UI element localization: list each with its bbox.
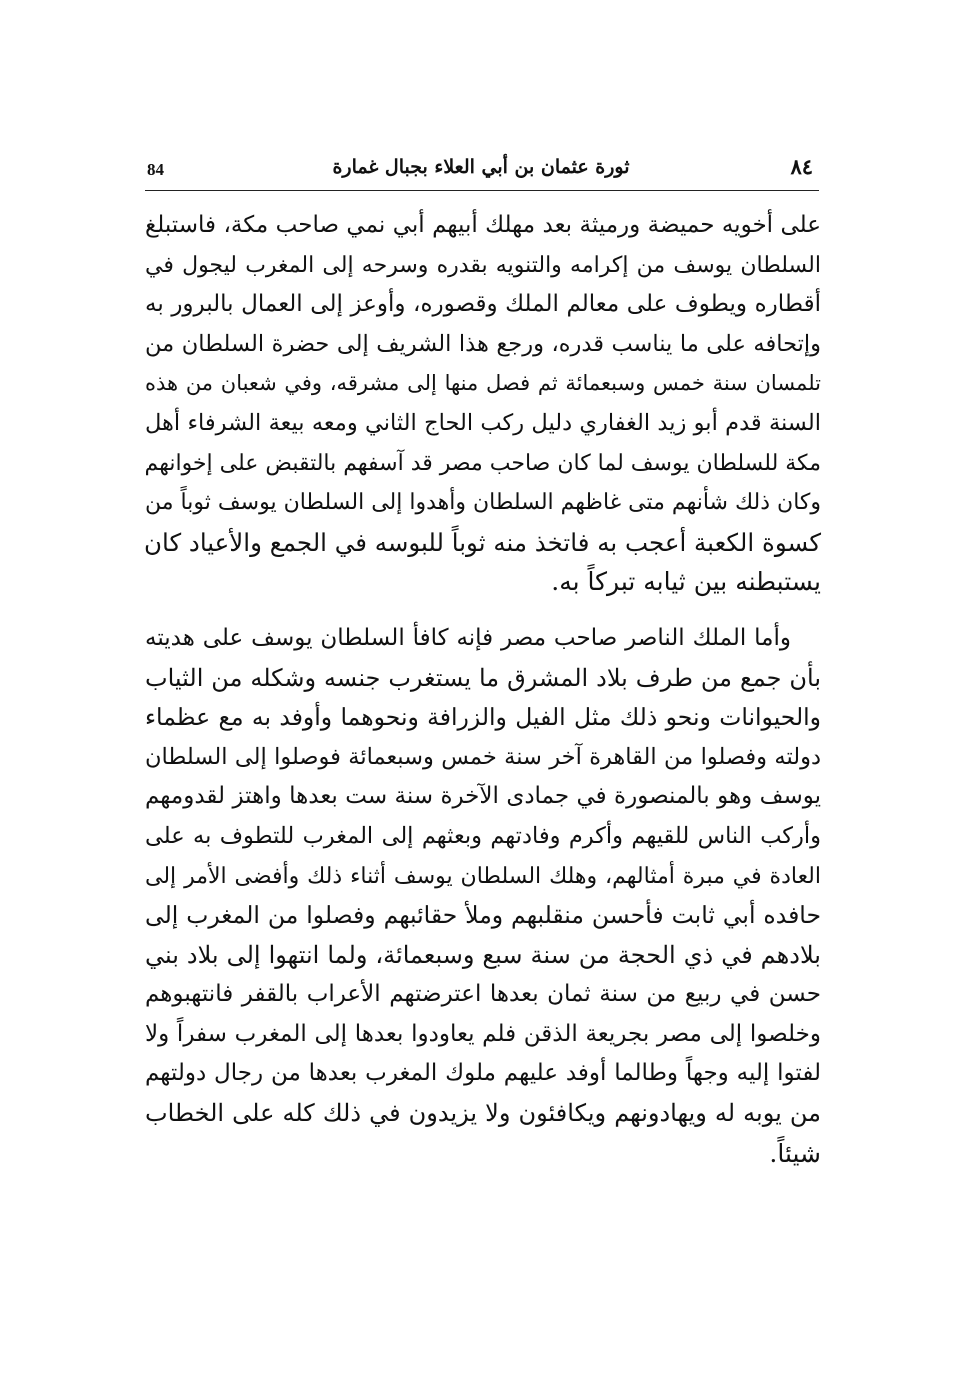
paragraph <box>145 206 821 602</box>
text-line: دولته وفصلوا من القاهرة آخر سنة خمس وسبعمائة فوصلوا إلى السلطان <box>145 743 821 770</box>
page-number-latin: 84 <box>147 160 164 179</box>
text-line: حافده أبي ثابت فأحسن منقلبهم وملأ حقائبهم وفصلوا من المغرب إلى <box>145 901 821 930</box>
text-line: حسن في ربيع من سنة ثمان بعدها اعترضتهم الأعراب بالقفر فانتهبوهم <box>145 981 821 1008</box>
paragraph-gap <box>145 602 821 619</box>
running-title: ثورة عثمان بن أبي العلاء بجبال غمارة <box>332 156 630 178</box>
text-line: وكان ذلك شأنهم متى غاظهم السلطان وأهدوا إلى السلطان يوسف ثوباً من <box>145 490 821 516</box>
text-line: شيئاً. <box>769 1138 821 1168</box>
text-line: وخلصوا إلى مصر بجريعة الذقن فلم يعاودوا بعدها إلى المغرب سفراً ولا <box>145 1020 821 1047</box>
text-line: وأما الملك الناصر صاحب مصر فإنه كافأ السلطان يوسف على هديته <box>145 624 791 651</box>
text-line: لفتوا إليه وجهاً وطالما أوفد عليهم ملوك المغرب بعدها من رجال دولتهم <box>145 1060 821 1087</box>
text-line: وأركب الناس للقيهم وأكرم وفادتهم وبعثهم إلى المغرب للتطوف به على <box>145 822 821 849</box>
body-text <box>145 206 821 1173</box>
text-line: والحيوانات ونحو ذلك مثل الفيل والزرافة ونحوهما وأوفد به مع عظماء <box>145 703 821 732</box>
text-line: مكة للسلطان يوسف لما كان صاحب مصر قد آسفهم بالتقبض على إخوانهم <box>144 450 821 476</box>
text-line: وإتحافه على ما يناسب قدره، ورجع هذا الشريف إلى حضرة السلطان من <box>145 330 821 357</box>
text-line: يستبطنه بين ثيابه تبركاً به. <box>551 567 821 597</box>
page-number-arabic: ٨٤ <box>790 154 813 179</box>
text-line: السلطان يوسف من إكرامه والتنويه بقدره وسرحه إلى المغرب ليجول في <box>145 252 821 278</box>
paragraph <box>145 619 821 1173</box>
page-header <box>145 146 819 191</box>
text-line: أقطاره ويطوف على معالم الملك وقصوره، وأوعز إلى العمال بالبرور به <box>145 291 821 318</box>
text-line: كسوة الكعبة أعجب به فاتخذ منه ثوباً للبوسه في الجمع والأعياد كان <box>144 527 821 557</box>
text-line: بلادهم في ذي الحجة من سنة سبع وسبعمائة، ولما انتهوا إلى بلاد بني <box>145 940 821 969</box>
text-line: يوسف وهو بالمنصورة في جمادى الآخرة سنة ست بعدها واهتز لقدومهم <box>145 783 821 810</box>
text-line: من يوبه له ويهادونهم ويكافئون ولا يزيدون في ذلك كله على الخطاب <box>145 1099 821 1128</box>
text-line: تلمسان سنة خمس وسبعمائة ثم فصل منها إلى مشرقه، وفي شعبان من هذه <box>145 371 821 396</box>
text-line: على أخويه حميضة ورميثة بعد مهلك أبيهم أبي نمي صاحب مكة، فاستبلغ <box>145 212 821 238</box>
text-line: بأن جمع من طرف بلاد المشرق ما يستغرب جنسه وشكله من الثياب <box>145 663 821 692</box>
text-line: العادة في مبرة أمثالهم، وهلك السلطان يوسف أثناء ذلك وأفضى الأمر إلى <box>145 863 821 889</box>
text-line: السنة قدم أبو زيد الغفاري دليل ركب الحاج الثاني ومعه بيعة الشرفاء أهل <box>145 409 821 436</box>
